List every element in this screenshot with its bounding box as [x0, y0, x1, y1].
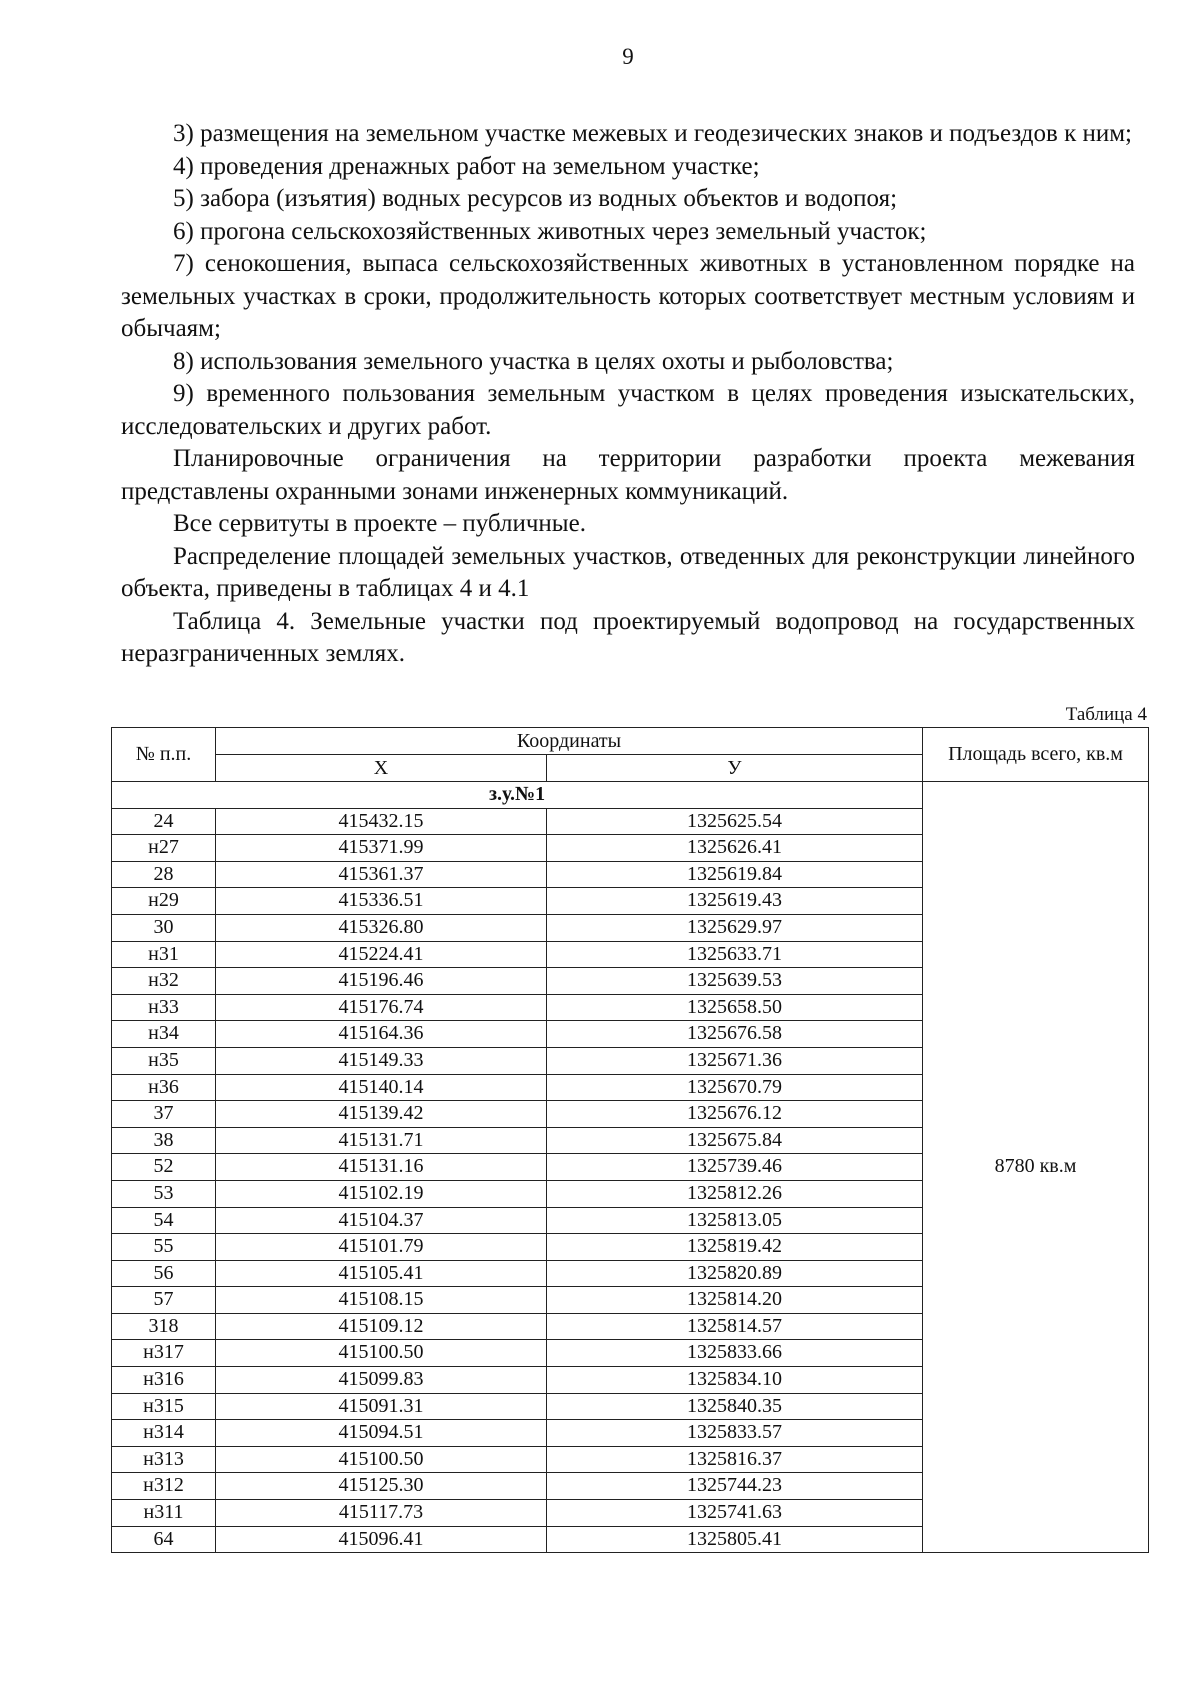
coord-y: 1325626.41	[547, 835, 923, 862]
coord-y: 1325814.20	[547, 1287, 923, 1314]
point-number: н316	[112, 1367, 216, 1394]
table-header-row	[112, 728, 1149, 755]
coord-x: 415432.15	[216, 808, 547, 835]
coordinates-table	[111, 727, 1149, 1553]
coord-x: 415176.74	[216, 994, 547, 1021]
coord-x: 415131.16	[216, 1154, 547, 1181]
coord-y: 1325820.89	[547, 1260, 923, 1287]
coord-x: 415101.79	[216, 1234, 547, 1261]
point-number: 38	[112, 1127, 216, 1154]
coord-x: 415117.73	[216, 1500, 547, 1527]
coord-y: 1325833.57	[547, 1420, 923, 1447]
coord-y: 1325739.46	[547, 1154, 923, 1181]
coord-x: 415224.41	[216, 941, 547, 968]
coord-x: 415131.71	[216, 1127, 547, 1154]
coord-y: 1325814.57	[547, 1313, 923, 1340]
coord-y: 1325676.12	[547, 1101, 923, 1128]
table-caption: Таблица 4	[1065, 704, 1147, 725]
point-number: н317	[112, 1340, 216, 1367]
coord-x: 415336.51	[216, 888, 547, 915]
coord-x: 415109.12	[216, 1313, 547, 1340]
point-number: 64	[112, 1526, 216, 1553]
coord-y: 1325812.26	[547, 1180, 923, 1207]
body-text	[121, 118, 1135, 671]
point-number: н312	[112, 1473, 216, 1500]
coord-y: 1325816.37	[547, 1446, 923, 1473]
coord-x: 415361.37	[216, 861, 547, 888]
coord-y: 1325639.53	[547, 968, 923, 995]
point-number: н315	[112, 1393, 216, 1420]
coord-y: 1325658.50	[547, 994, 923, 1021]
point-number: 37	[112, 1101, 216, 1128]
coord-y: 1325670.79	[547, 1074, 923, 1101]
header-y: У	[547, 755, 923, 782]
paragraph-area-distribution: Распределение площадей земельных участков, отведенных для реконструкции линейного объекта, приведены в таблицах 4 и 4.1	[121, 542, 1135, 602]
point-number: н34	[112, 1021, 216, 1048]
coord-x: 415096.41	[216, 1526, 547, 1553]
plot-label-row	[112, 782, 1149, 809]
point-number: н32	[112, 968, 216, 995]
coord-y: 1325633.71	[547, 941, 923, 968]
point-number: н31	[112, 941, 216, 968]
paragraph-item-7: 7) сенокошения, выпаса сельскохозяйственных животных в установленном порядке на земельных участках в сроки, продолжительность которых соответствует местным условиям и обычаям;	[121, 250, 1135, 342]
coord-y: 1325840.35	[547, 1393, 923, 1420]
coord-y: 1325675.84	[547, 1127, 923, 1154]
coord-y: 1325629.97	[547, 914, 923, 941]
point-number: н35	[112, 1047, 216, 1074]
coord-x: 415100.50	[216, 1446, 547, 1473]
paragraph-item-4: 4) проведения дренажных работ на земельном участке;	[173, 152, 760, 180]
coord-y: 1325625.54	[547, 808, 923, 835]
paragraph-item-6: 6) прогона сельскохозяйственных животных через земельный участок;	[173, 217, 927, 245]
coord-x: 415104.37	[216, 1207, 547, 1234]
point-number: 24	[112, 808, 216, 835]
point-number: 53	[112, 1180, 216, 1207]
coord-x: 415164.36	[216, 1021, 547, 1048]
coord-y: 1325741.63	[547, 1500, 923, 1527]
point-number: 55	[112, 1234, 216, 1261]
coord-y: 1325819.42	[547, 1234, 923, 1261]
point-number: 52	[112, 1154, 216, 1181]
coord-y: 1325833.66	[547, 1340, 923, 1367]
point-number: н311	[112, 1500, 216, 1527]
point-number: н313	[112, 1446, 216, 1473]
point-number: н36	[112, 1074, 216, 1101]
coord-x: 415326.80	[216, 914, 547, 941]
coord-y: 1325805.41	[547, 1526, 923, 1553]
coord-y: 1325619.84	[547, 861, 923, 888]
coord-y: 1325834.10	[547, 1367, 923, 1394]
coord-x: 415099.83	[216, 1367, 547, 1394]
coord-x: 415102.19	[216, 1180, 547, 1207]
header-coordinates: Координаты	[216, 728, 923, 755]
table-body	[112, 782, 1149, 1553]
coord-x: 415105.41	[216, 1260, 547, 1287]
header-area: Площадь всего, кв.м	[923, 728, 1149, 782]
coord-x: 415108.15	[216, 1287, 547, 1314]
point-number: н33	[112, 994, 216, 1021]
coord-x: 415091.31	[216, 1393, 547, 1420]
point-number: н27	[112, 835, 216, 862]
point-number: 30	[112, 914, 216, 941]
point-number: 56	[112, 1260, 216, 1287]
paragraph-planning-restrictions: Планировочные ограничения на территории разработки проекта межевания представлены охранными зонами инженерных коммуникаций.	[121, 445, 1135, 505]
coord-y: 1325744.23	[547, 1473, 923, 1500]
coord-y: 1325671.36	[547, 1047, 923, 1074]
point-number: 54	[112, 1207, 216, 1234]
paragraph-item-9: 9) временного пользования земельным участком в целях проведения изыскательских, исследовательских и других работ.	[121, 380, 1135, 440]
coord-x: 415125.30	[216, 1473, 547, 1500]
coord-y: 1325813.05	[547, 1207, 923, 1234]
point-number: 28	[112, 861, 216, 888]
paragraph-servitudes: Все сервитуты в проекте – публичные.	[173, 510, 586, 537]
paragraph-table-intro: Таблица 4. Земельные участки под проектируемый водопровод на государственных неразграниченных землях.	[121, 607, 1135, 667]
coord-x: 415139.42	[216, 1101, 547, 1128]
paragraph-item-8: 8) использования земельного участка в целях охоты и рыболовства;	[173, 347, 894, 375]
coord-x: 415149.33	[216, 1047, 547, 1074]
coord-x: 415140.14	[216, 1074, 547, 1101]
point-number: н29	[112, 888, 216, 915]
plot-label: з.у.№1	[112, 782, 923, 809]
point-number: 318	[112, 1313, 216, 1340]
paragraph-item-3: 3) размещения на земельном участке межевых и геодезических знаков и подъездов к ним;	[173, 120, 1132, 147]
area-value: 8780 кв.м	[923, 782, 1149, 1553]
point-number: н314	[112, 1420, 216, 1447]
header-x: X	[216, 755, 547, 782]
coord-x: 415094.51	[216, 1420, 547, 1447]
paragraph-item-5: 5) забора (изъятия) водных ресурсов из водных объектов и водопоя;	[173, 185, 898, 212]
header-number: № п.п.	[112, 728, 216, 782]
coord-x: 415371.99	[216, 835, 547, 862]
coord-x: 415100.50	[216, 1340, 547, 1367]
coord-y: 1325676.58	[547, 1021, 923, 1048]
coord-y: 1325619.43	[547, 888, 923, 915]
coord-x: 415196.46	[216, 968, 547, 995]
point-number: 57	[112, 1287, 216, 1314]
page-number: 9	[622, 44, 634, 69]
